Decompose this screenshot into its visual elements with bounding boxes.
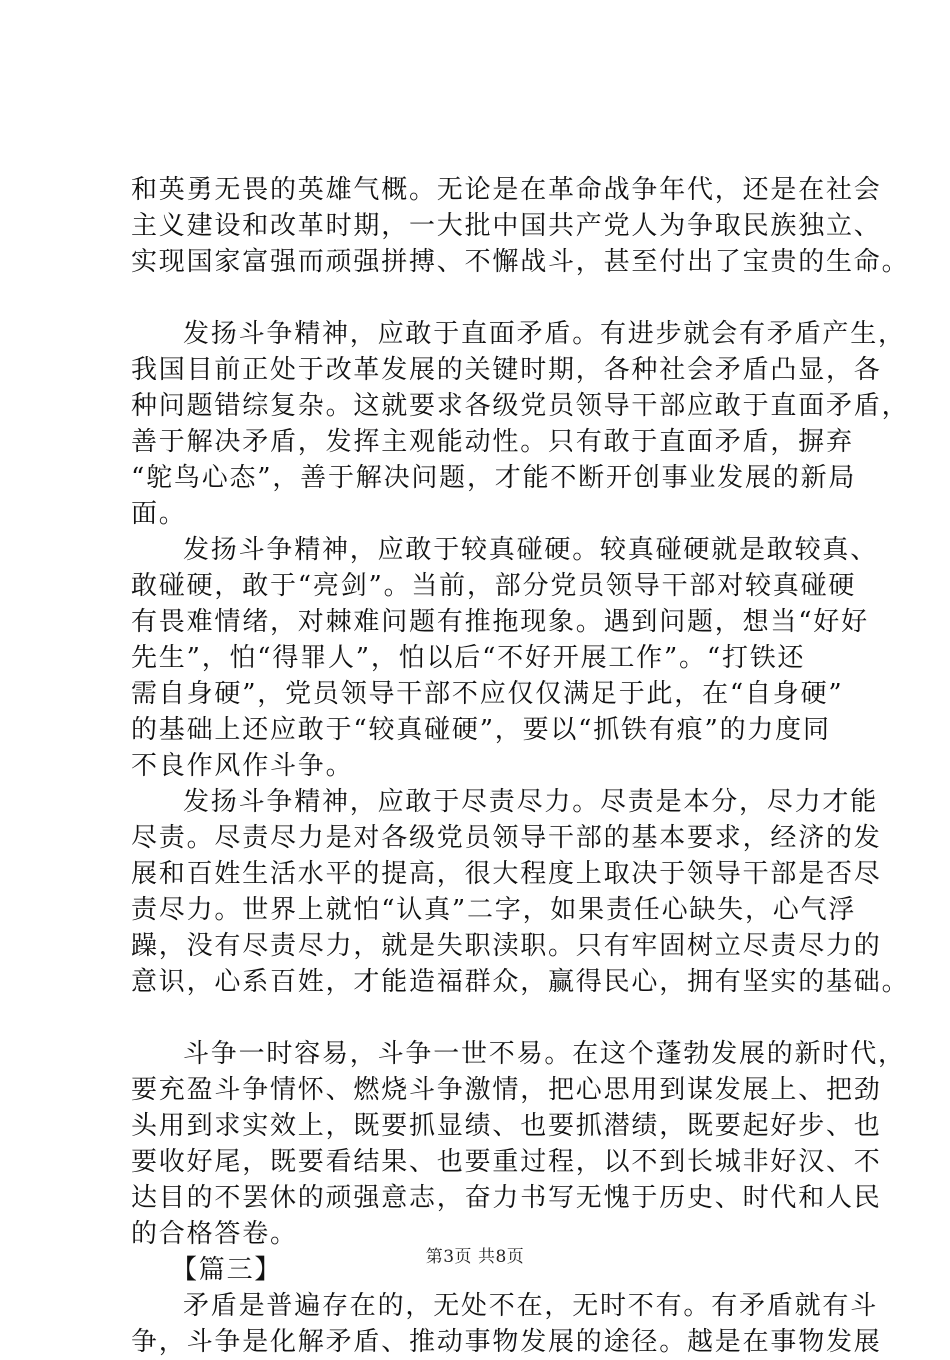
text-line: 种问题错综复杂。这就要求各级党员领导干部应敢于直面矛盾， <box>131 391 910 421</box>
text-line: 展和百姓生活水平的提高，很大程度上取决于领导干部是否尽 <box>131 859 882 889</box>
text-line: 头用到求实效上，既要抓显绩、也要抓潜绩，既要起好步、也 <box>131 1111 882 1141</box>
text-line: 责尽力。世界上就怕“认真”二字，如果责任心缺失，心气浮 <box>131 895 857 925</box>
text-line: 实现国家富强而顽强拼搏、不懈战斗，甚至付出了宝贵的生命。 <box>131 247 910 277</box>
text-line: 的基础上还应敢于“较真碰硬”，要以“抓铁有痕”的力度同 <box>131 715 831 745</box>
blank-line <box>131 280 831 316</box>
paragraph-first-line: 矛盾是普遍存在的，无处不在，无时不有。有矛盾就有斗 <box>183 1291 879 1321</box>
text-line: 面。 <box>131 499 187 529</box>
text-line: 躁，没有尽责尽力，就是失职渎职。只有牢固树立尽责尽力的 <box>131 931 882 961</box>
paragraph-first-line: 斗争一时容易，斗争一世不易。在这个蓬勃发展的新时代， <box>183 1039 906 1069</box>
paragraph-first-line: 发扬斗争精神，应敢于尽责尽力。尽责是本分，尽力才能 <box>183 787 879 817</box>
text-line: “鸵鸟心态”，善于解决问题，才能不断开创事业发展的新局 <box>131 463 857 493</box>
text-line: 达目的不罢休的顽强意志，奋力书写无愧于历史、时代和人民 <box>131 1183 882 1213</box>
text-line: 敢碰硬，敢于“亮剑”。当前，部分党员领导干部对较真碰硬 <box>131 571 857 601</box>
blank-line <box>131 1000 831 1036</box>
text-line: 和英勇无畏的英雄气概。无论是在革命战争年代，还是在社会 <box>131 175 882 205</box>
text-line: 要收好尾，既要看结果、也要重过程，以不到长城非好汉、不 <box>131 1147 882 1177</box>
text-line: 要充盈斗争情怀、燃烧斗争激情，把心思用到谋发展上、把劲 <box>131 1075 882 1105</box>
text-line: 需自身硬”，党员领导干部不应仅仅满足于此，在“自身硬” <box>131 679 844 709</box>
text-line: 先生”，怕“得罪人”，怕以后“不好开展工作”。“打铁还 <box>131 643 806 673</box>
text-line: 不良作风作斗争。 <box>131 751 354 781</box>
text-line: 主义建设和改革时期，一大批中国共产党人为争取民族独立、 <box>131 211 882 241</box>
text-line: 有畏难情绪，对棘难问题有推拖现象。遇到问题，想当“好好 <box>131 607 869 637</box>
text-line: 善于解决矛盾，发挥主观能动性。只有敢于直面矛盾，摒弃 <box>131 427 854 457</box>
page-footer: 第3页 共8页 <box>425 1247 525 1267</box>
text-line: 意识，心系百姓，才能造福群众，赢得民心，拥有坚实的基础。 <box>131 967 910 997</box>
text-line: 尽责。尽责尽力是对各级党员领导干部的基本要求，经济的发 <box>131 823 882 853</box>
document-body <box>131 172 910 1360</box>
section-heading: 【篇三】 <box>171 1255 283 1285</box>
paragraph-first-line: 发扬斗争精神，应敢于直面矛盾。有进步就会有矛盾产生， <box>183 319 906 349</box>
text-line: 我国目前正处于改革发展的关键时期，各种社会矛盾凸显，各 <box>131 355 882 385</box>
text-line: 的合格答卷。 <box>131 1219 298 1249</box>
paragraph-first-line: 发扬斗争精神，应敢于较真碰硬。较真碰硬就是敢较真、 <box>183 535 879 565</box>
text-line: 争，斗争是化解矛盾、推动事物发展的途径。越是在事物发展 <box>131 1327 882 1357</box>
